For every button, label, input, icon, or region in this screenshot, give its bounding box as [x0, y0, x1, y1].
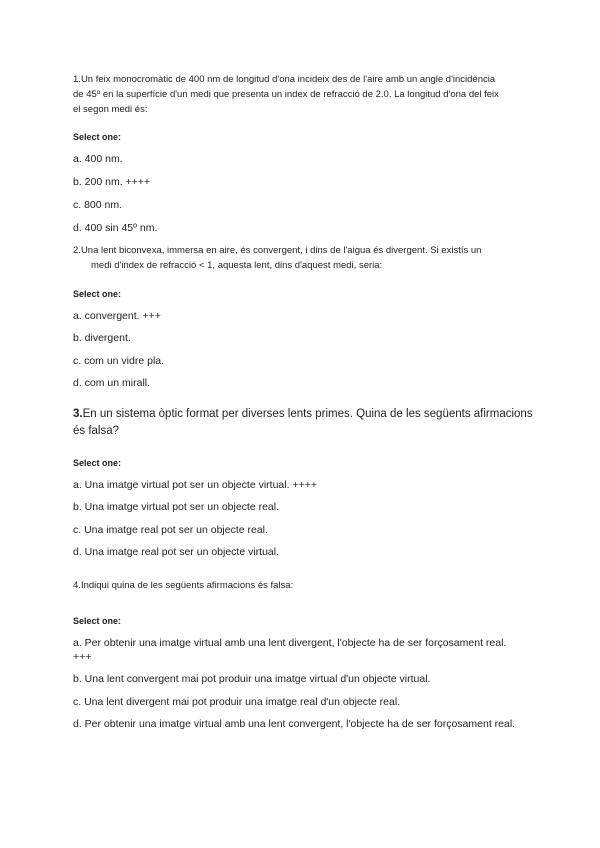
option-a[interactable]: a. Per obtenir una imatge virtual amb una lent divergent, l'objecte ha de ser forçosament real.: [73, 637, 507, 649]
option-d[interactable]: d. com un mirall.: [73, 377, 151, 389]
option-d[interactable]: d. Per obtenir una imatge virtual amb una lent convergent, l'objecte ha de ser forçosament real.: [73, 718, 516, 730]
question-4: [73, 578, 533, 730]
question-3-line1: En un sistema òptic format per diverses lents primes. Quina de les següents afirmacions: [82, 408, 533, 420]
option-c[interactable]: c. Una lent divergent mai pot produir una imatge real d'un objecte real.: [73, 696, 401, 708]
select-one-label: Select one:: [73, 616, 122, 626]
question-1-line2: de 45º en la superfície d'un medi que presenta un index de refracció de 2.0. La longitud d'ona del feix: [73, 89, 499, 100]
option-b[interactable]: b. divergent.: [73, 332, 131, 344]
option-c[interactable]: c. com un vidre pla.: [73, 355, 165, 367]
question-4-text: [73, 578, 533, 593]
question-2-line2: medi d'index de refracció < 1, aquesta lent, dins d'aquest medi, seria:: [91, 260, 383, 271]
question-1: [73, 72, 533, 234]
option-a[interactable]: a. convergent. +++: [73, 310, 161, 322]
question-3-text: [73, 406, 533, 439]
question-2-number: 2.: [73, 245, 81, 256]
question-2-text: [73, 243, 533, 273]
question-1-text: [73, 72, 533, 117]
question-4-line1: Indiqui quina de les següents afirmacions és falsa:: [80, 580, 294, 591]
option-b[interactable]: b. 200 nm. ++++: [73, 176, 151, 188]
question-1-line3: el segon medi és:: [73, 104, 148, 115]
option-a[interactable]: a. 400 nm.: [73, 153, 123, 165]
question-3-line2: és falsa?: [73, 424, 120, 437]
option-a[interactable]: a. Una imatge virtual pot ser un objecte virtual. ++++: [73, 479, 317, 491]
select-one-label: Select one:: [73, 458, 122, 468]
option-c[interactable]: c. Una imatge real pot ser un objecte real.: [73, 524, 268, 536]
select-one-label: Select one:: [73, 289, 122, 299]
select-one-label: Select one:: [73, 132, 122, 142]
question-1-number: 1.: [73, 74, 81, 85]
option-c[interactable]: c. 800 nm.: [73, 199, 123, 211]
question-2-line1: Una lent biconvexa, immersa en aire, és convergent, i dins de l'aigua és divergent. Si existís un: [80, 245, 482, 256]
option-b[interactable]: b. Una imatge virtual pot ser un objecte real.: [73, 501, 280, 513]
option-d[interactable]: d. Una imatge real pot ser un objecte virtual.: [73, 546, 280, 558]
question-4-number: 4.: [73, 580, 81, 591]
question-3-number: 3.: [73, 408, 83, 420]
question-1-line1: Un feix monocromàtic de 400 nm de longitud d'ona incideix des de l'aire amb un angle d'incidència: [80, 74, 496, 85]
option-a-marker: +++: [73, 651, 92, 663]
question-2: [73, 243, 533, 389]
option-b[interactable]: b. Una lent convergent mai pot produir una imatge virtual d'un objecte virtual.: [73, 673, 431, 685]
option-d[interactable]: d. 400 sin 45º nm.: [73, 222, 158, 234]
question-3: [73, 406, 533, 558]
